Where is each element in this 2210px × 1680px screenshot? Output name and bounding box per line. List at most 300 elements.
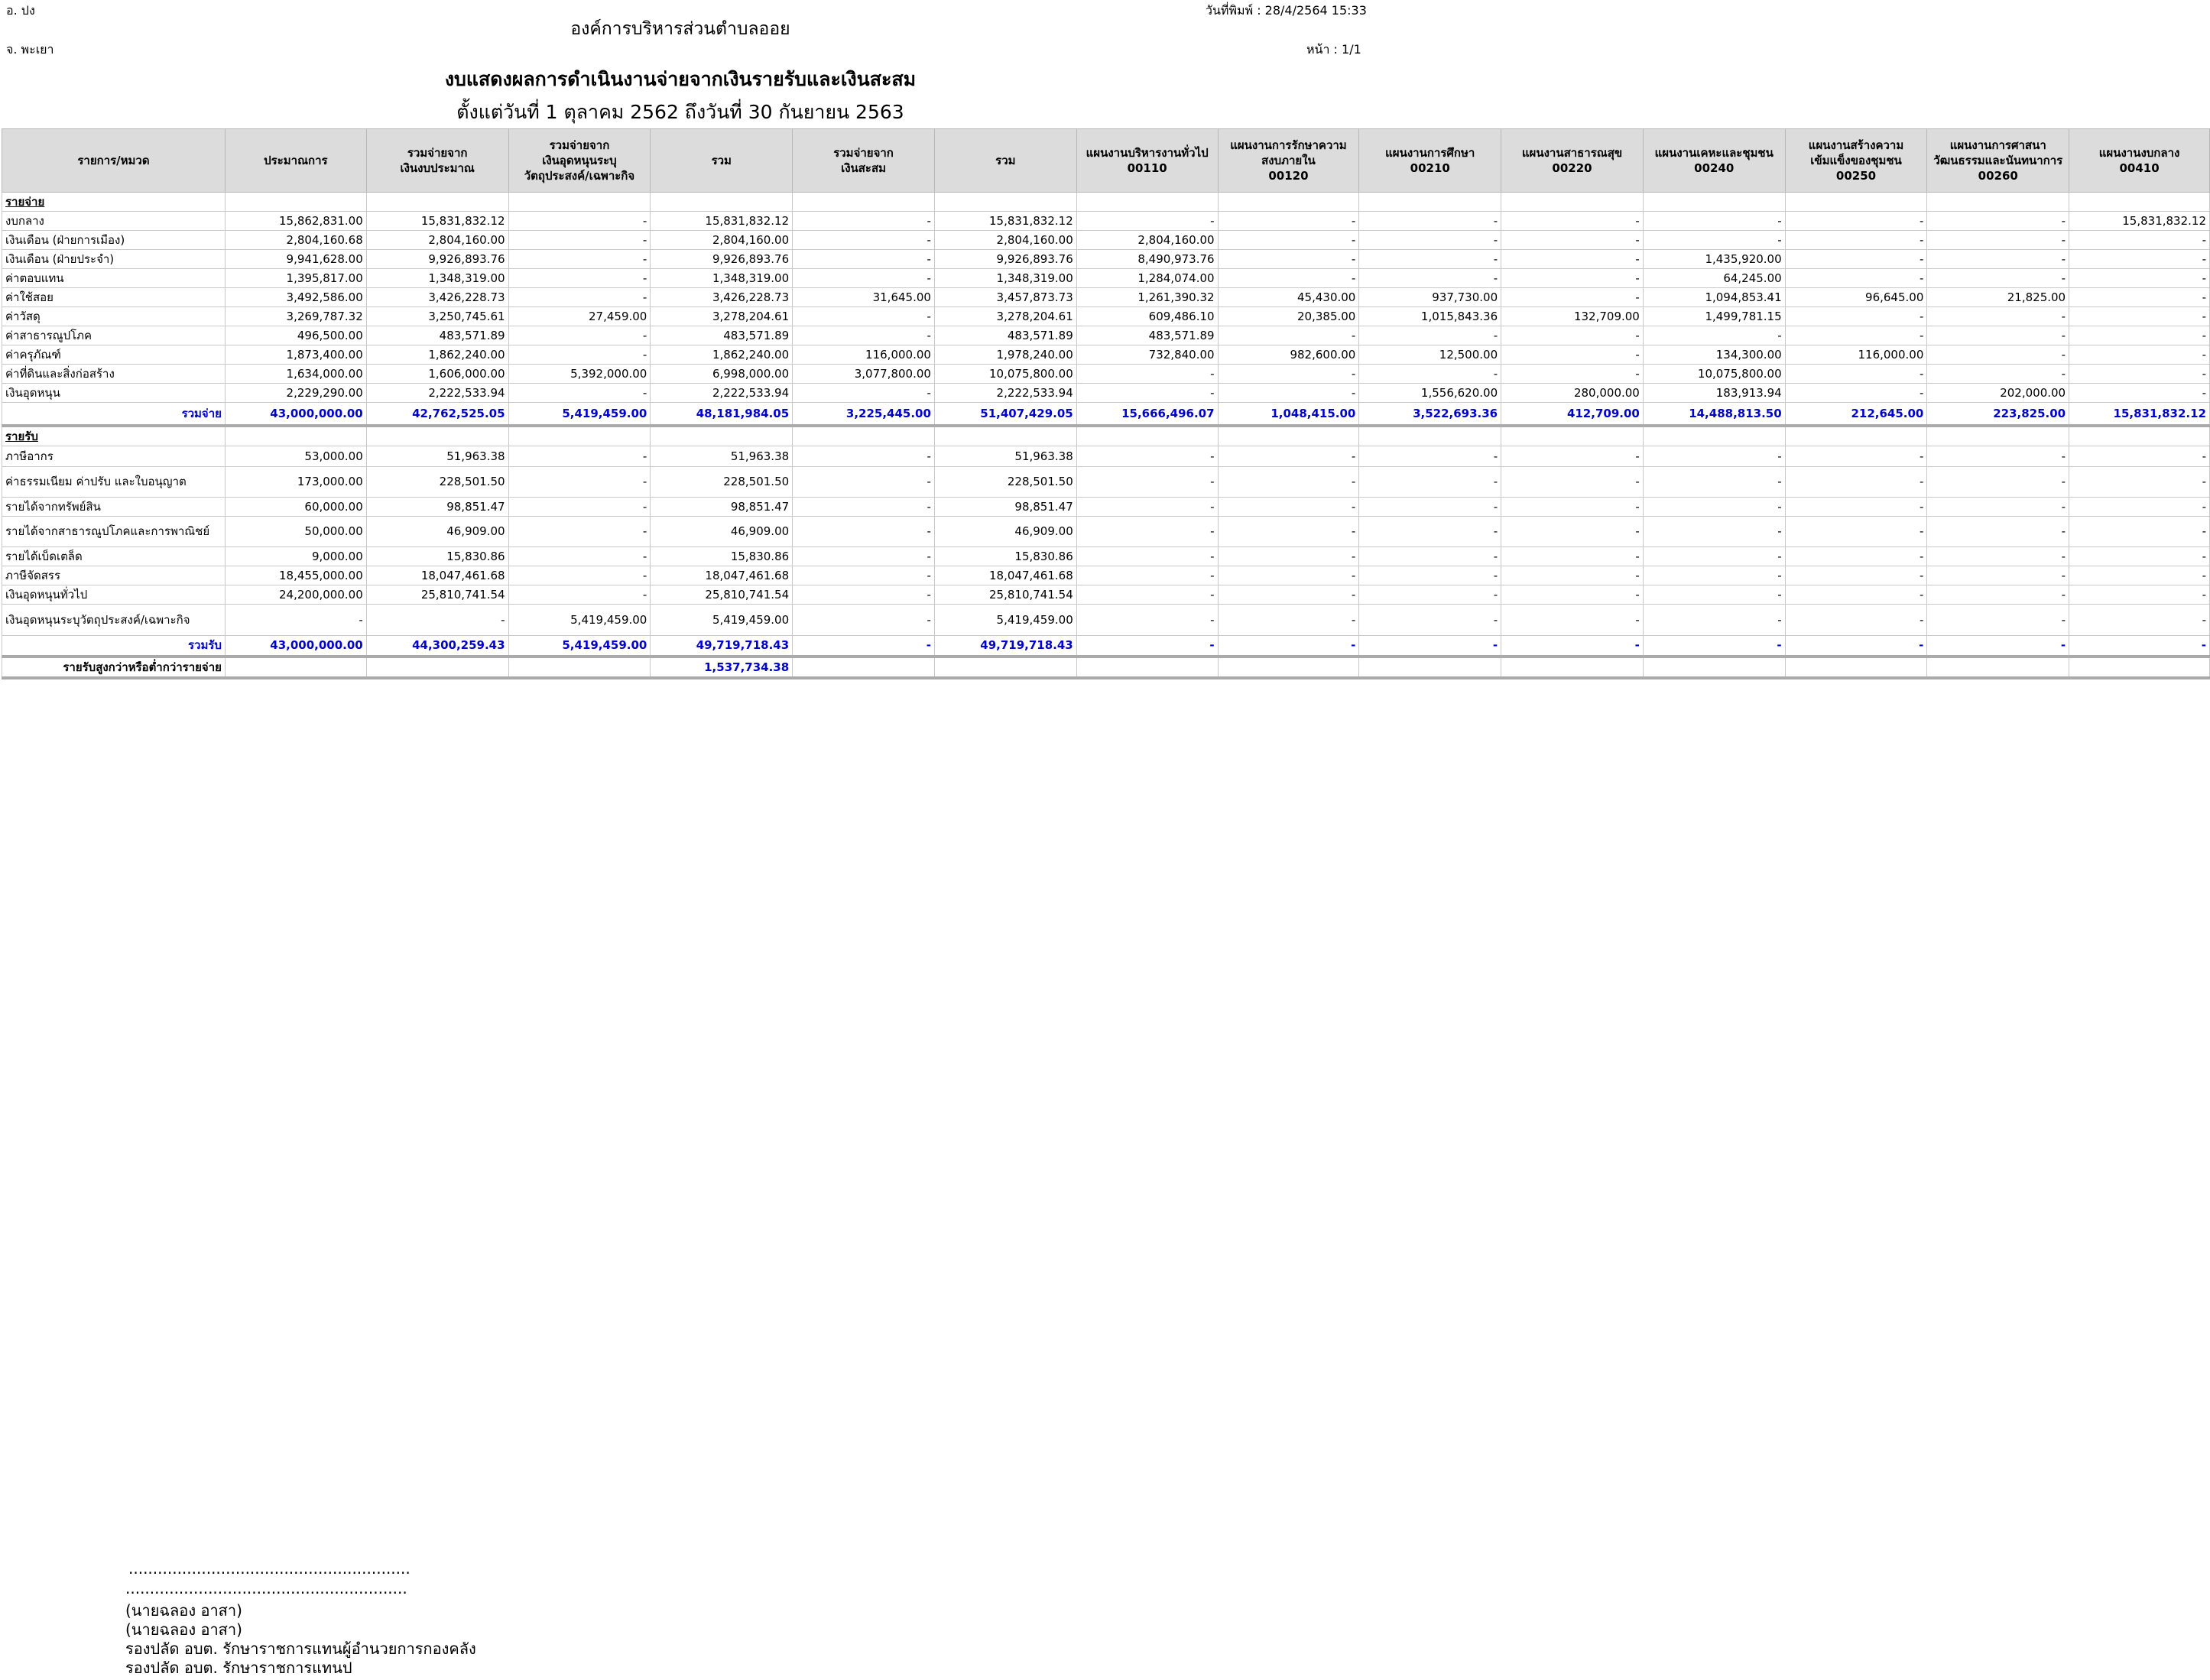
value-cell: - xyxy=(2069,326,2210,345)
empty-cell xyxy=(1785,657,1927,678)
value-cell: 9,000.00 xyxy=(225,546,366,566)
value-cell: - xyxy=(1927,365,2069,384)
value-cell: - xyxy=(508,466,651,497)
empty-cell xyxy=(1076,657,1218,678)
value-cell: - xyxy=(1218,566,1359,585)
column-header: แผนงานงบกลาง 00410 xyxy=(2069,129,2210,193)
value-cell: - xyxy=(793,326,935,345)
row-label: ค่าตอบแทน xyxy=(2,269,226,288)
value-cell: 228,501.50 xyxy=(651,466,793,497)
value-cell: 1,978,240.00 xyxy=(934,345,1076,365)
table-row xyxy=(2,566,2210,585)
value-cell: 1,395,817.00 xyxy=(225,269,366,288)
value-cell: 2,222,533.94 xyxy=(651,384,793,403)
value-cell: - xyxy=(1785,566,1927,585)
value-cell: 31,645.00 xyxy=(793,288,935,307)
value-cell: - xyxy=(793,635,935,657)
value-cell: 24,200,000.00 xyxy=(225,585,366,604)
row-label: เงินอุดหนุน xyxy=(2,384,226,403)
value-cell: 3,250,745.61 xyxy=(366,307,508,326)
value-cell: 3,492,586.00 xyxy=(225,288,366,307)
value-cell: 15,831,832.12 xyxy=(2069,403,2210,426)
value-cell: 15,830.86 xyxy=(651,546,793,566)
empty-cell xyxy=(793,657,935,678)
value-cell: - xyxy=(1218,250,1359,269)
value-cell: - xyxy=(1218,466,1359,497)
value-cell: - xyxy=(1501,546,1644,566)
value-cell: - xyxy=(1927,466,2069,497)
value-cell: - xyxy=(1359,269,1501,288)
column-header: แผนงานบริหารงานทั่วไป 00110 xyxy=(1076,129,1218,193)
empty-cell xyxy=(1643,193,1785,212)
value-cell: - xyxy=(508,546,651,566)
value-cell: 1,048,415.00 xyxy=(1218,403,1359,426)
value-cell: - xyxy=(1785,546,1927,566)
balance-row xyxy=(2,657,2210,678)
table-row xyxy=(2,546,2210,566)
value-cell: 96,645.00 xyxy=(1785,288,1927,307)
value-cell: - xyxy=(2069,635,2210,657)
value-cell: - xyxy=(793,585,935,604)
table-row xyxy=(2,288,2210,307)
value-cell: - xyxy=(1359,566,1501,585)
value-cell: - xyxy=(1927,345,2069,365)
signer-position-1: รองปลัด อบต. รักษาราชการแทนผู้อำนวยการกองคลัง xyxy=(125,1639,476,1658)
empty-cell xyxy=(508,193,651,212)
empty-cell xyxy=(1076,193,1218,212)
value-cell: 3,457,873.73 xyxy=(934,288,1076,307)
value-cell: - xyxy=(1927,566,2069,585)
empty-cell xyxy=(934,426,1076,446)
column-header: รวมจ่ายจาก เงินอุดหนุนระบุ วัตถุประสงค์/เฉพาะกิจ xyxy=(508,129,651,193)
row-label: ค่าที่ดินและสิ่งก่อสร้าง xyxy=(2,365,226,384)
value-cell: - xyxy=(1643,516,1785,546)
value-cell: - xyxy=(1643,231,1785,250)
value-cell: 2,804,160.00 xyxy=(1076,231,1218,250)
value-cell: 98,851.47 xyxy=(366,497,508,516)
value-cell: 15,830.86 xyxy=(934,546,1076,566)
value-cell: - xyxy=(508,269,651,288)
table-row xyxy=(2,326,2210,345)
value-cell: 5,419,459.00 xyxy=(934,604,1076,635)
value-cell: - xyxy=(508,288,651,307)
value-cell: - xyxy=(1359,635,1501,657)
column-header: แผนงานการศาสนา วัฒนธรรมและนันทนาการ 00260 xyxy=(1927,129,2069,193)
value-cell: - xyxy=(1785,269,1927,288)
value-cell: - xyxy=(1501,516,1644,546)
value-cell: 1,261,390.32 xyxy=(1076,288,1218,307)
column-header: แผนงานสร้างความ เข้มแข็งของชุมชน 00250 xyxy=(1785,129,1927,193)
value-cell: - xyxy=(1927,307,2069,326)
table-header-row xyxy=(2,129,2210,193)
report-title: งบแสดงผลการดำเนินงานจ่ายจากเงินรายรับและเงินสะสม xyxy=(444,68,917,90)
value-cell: - xyxy=(2069,307,2210,326)
value-cell: - xyxy=(1927,250,2069,269)
value-cell: - xyxy=(1501,212,1644,231)
value-cell: 15,831,832.12 xyxy=(651,212,793,231)
value-cell: - xyxy=(793,269,935,288)
value-cell: 1,862,240.00 xyxy=(651,345,793,365)
value-cell: 46,909.00 xyxy=(934,516,1076,546)
empty-cell xyxy=(1218,657,1359,678)
value-cell: 202,000.00 xyxy=(1927,384,2069,403)
value-cell: - xyxy=(1359,326,1501,345)
value-cell: - xyxy=(1218,326,1359,345)
value-cell: 27,459.00 xyxy=(508,307,651,326)
value-cell: - xyxy=(793,212,935,231)
value-cell: 25,810,741.54 xyxy=(366,585,508,604)
empty-cell xyxy=(1218,193,1359,212)
value-cell: - xyxy=(225,604,366,635)
value-cell: 15,666,496.07 xyxy=(1076,403,1218,426)
value-cell: 14,488,813.50 xyxy=(1643,403,1785,426)
value-cell: - xyxy=(1785,604,1927,635)
value-cell: - xyxy=(1359,604,1501,635)
value-cell: - xyxy=(1359,446,1501,466)
table-row xyxy=(2,269,2210,288)
value-cell: 3,269,787.32 xyxy=(225,307,366,326)
empty-cell xyxy=(1359,657,1501,678)
section-label: รายรับ xyxy=(2,426,226,446)
value-cell: - xyxy=(1643,566,1785,585)
value-cell: - xyxy=(1359,585,1501,604)
value-cell: - xyxy=(1076,604,1218,635)
value-cell: 483,571.89 xyxy=(651,326,793,345)
value-cell: - xyxy=(1218,231,1359,250)
empty-cell xyxy=(1927,193,2069,212)
value-cell: 15,862,831.00 xyxy=(225,212,366,231)
value-cell: 609,486.10 xyxy=(1076,307,1218,326)
value-cell: - xyxy=(1927,516,2069,546)
value-cell: 5,419,459.00 xyxy=(508,635,651,657)
value-cell: 937,730.00 xyxy=(1359,288,1501,307)
value-cell: - xyxy=(793,546,935,566)
value-cell: - xyxy=(1643,585,1785,604)
value-cell: - xyxy=(1501,566,1644,585)
province-label: จ. พะเยา xyxy=(6,42,54,57)
value-cell: 132,709.00 xyxy=(1501,307,1644,326)
table-row xyxy=(2,604,2210,635)
value-cell: - xyxy=(1501,231,1644,250)
value-cell: - xyxy=(1643,497,1785,516)
empty-cell xyxy=(793,193,935,212)
row-label: รวมจ่าย xyxy=(2,403,226,426)
value-cell: 412,709.00 xyxy=(1501,403,1644,426)
empty-cell xyxy=(225,657,366,678)
signature-line-1: .......................................................... xyxy=(128,1559,411,1578)
empty-cell xyxy=(651,193,793,212)
value-cell: - xyxy=(508,566,651,585)
value-cell: - xyxy=(1927,497,2069,516)
value-cell: - xyxy=(793,307,935,326)
value-cell: - xyxy=(508,212,651,231)
value-cell: 18,047,461.68 xyxy=(651,566,793,585)
empty-cell xyxy=(934,193,1076,212)
value-cell: - xyxy=(1501,635,1644,657)
value-cell: 496,500.00 xyxy=(225,326,366,345)
value-cell: - xyxy=(2069,585,2210,604)
value-cell: 1,348,319.00 xyxy=(934,269,1076,288)
value-cell: - xyxy=(1501,365,1644,384)
value-cell: - xyxy=(1927,585,2069,604)
value-cell: 15,830.86 xyxy=(366,546,508,566)
column-header: แผนงานเคหะและชุมชน 00240 xyxy=(1643,129,1785,193)
value-cell: 8,490,973.76 xyxy=(1076,250,1218,269)
value-cell: 18,047,461.68 xyxy=(934,566,1076,585)
table-row xyxy=(2,516,2210,546)
value-cell: 2,804,160.68 xyxy=(225,231,366,250)
value-cell: 64,245.00 xyxy=(1643,269,1785,288)
value-cell: 3,278,204.61 xyxy=(651,307,793,326)
row-label: เงินอุดหนุนทั่วไป xyxy=(2,585,226,604)
row-label: เงินเดือน (ฝ่ายการเมือง) xyxy=(2,231,226,250)
value-cell: - xyxy=(2069,365,2210,384)
empty-cell xyxy=(1359,426,1501,446)
organization-name: องค์การบริหารส่วนตำบลออย xyxy=(570,19,790,39)
value-cell: 45,430.00 xyxy=(1218,288,1359,307)
row-label: ค่าใช้สอย xyxy=(2,288,226,307)
balance-label: รายรับสูงกว่าหรือต่ำกว่ารายจ่าย xyxy=(2,657,226,678)
value-cell: - xyxy=(1076,365,1218,384)
total-row xyxy=(2,403,2210,426)
value-cell: 18,047,461.68 xyxy=(366,566,508,585)
empty-cell xyxy=(1501,193,1644,212)
value-cell: 5,419,459.00 xyxy=(508,604,651,635)
empty-cell xyxy=(2069,657,2210,678)
value-cell: 98,851.47 xyxy=(651,497,793,516)
empty-cell xyxy=(1076,426,1218,446)
value-cell: - xyxy=(1218,585,1359,604)
value-cell: 2,804,160.00 xyxy=(651,231,793,250)
value-cell: 134,300.00 xyxy=(1643,345,1785,365)
print-date: วันที่พิมพ์ : 28/4/2564 15:33 xyxy=(1206,3,1367,18)
table-row xyxy=(2,212,2210,231)
value-cell: 15,831,832.12 xyxy=(366,212,508,231)
value-cell: 1,348,319.00 xyxy=(366,269,508,288)
value-cell: - xyxy=(2069,604,2210,635)
column-header: รวม xyxy=(934,129,1076,193)
value-cell: - xyxy=(1218,516,1359,546)
value-cell: - xyxy=(793,466,935,497)
value-cell: 49,719,718.43 xyxy=(651,635,793,657)
value-cell: 1,094,853.41 xyxy=(1643,288,1785,307)
value-cell: - xyxy=(508,345,651,365)
value-cell: - xyxy=(1643,546,1785,566)
value-cell: 1,862,240.00 xyxy=(366,345,508,365)
value-cell: - xyxy=(1927,212,2069,231)
value-cell: - xyxy=(1076,516,1218,546)
value-cell: - xyxy=(1501,585,1644,604)
value-cell: 2,222,533.94 xyxy=(934,384,1076,403)
value-cell: - xyxy=(1927,231,2069,250)
value-cell: - xyxy=(793,516,935,546)
value-cell: 46,909.00 xyxy=(651,516,793,546)
value-cell: - xyxy=(1927,635,2069,657)
value-cell: 2,229,290.00 xyxy=(225,384,366,403)
value-cell: 223,825.00 xyxy=(1927,403,2069,426)
empty-cell xyxy=(934,657,1076,678)
value-cell: 43,000,000.00 xyxy=(225,635,366,657)
table-row xyxy=(2,307,2210,326)
value-cell: - xyxy=(1501,269,1644,288)
row-label: ค่าวัสดุ xyxy=(2,307,226,326)
empty-cell xyxy=(366,193,508,212)
value-cell: 43,000,000.00 xyxy=(225,403,366,426)
value-cell: - xyxy=(1218,212,1359,231)
value-cell: 173,000.00 xyxy=(225,466,366,497)
row-label: งบกลาง xyxy=(2,212,226,231)
value-cell: - xyxy=(1785,250,1927,269)
value-cell: - xyxy=(2069,231,2210,250)
district-label: อ. ปง xyxy=(6,3,35,18)
section-row xyxy=(2,193,2210,212)
value-cell: 183,913.94 xyxy=(1643,384,1785,403)
value-cell: - xyxy=(1359,250,1501,269)
signer-position-2: รองปลัด อบต. รักษาราชการแทนป xyxy=(125,1659,352,1677)
value-cell: - xyxy=(1076,384,1218,403)
report-period: ตั้งแต่วันที่ 1 ตุลาคม 2562 ถึงวันที่ 30 กันยายน 2563 xyxy=(456,101,904,123)
value-cell: 1,015,843.36 xyxy=(1359,307,1501,326)
empty-cell xyxy=(1785,193,1927,212)
value-cell: - xyxy=(1359,365,1501,384)
row-label: ค่าสาธารณูปโภค xyxy=(2,326,226,345)
value-cell: 1,435,920.00 xyxy=(1643,250,1785,269)
value-cell: 60,000.00 xyxy=(225,497,366,516)
value-cell: - xyxy=(508,250,651,269)
value-cell: - xyxy=(1076,212,1218,231)
value-cell: 51,963.38 xyxy=(934,446,1076,466)
row-label: ค่าธรรมเนียม ค่าปรับ และใบอนุญาต xyxy=(2,466,226,497)
row-label: รายได้จากสาธารณูปโภคและการพาณิชย์ xyxy=(2,516,226,546)
column-header: แผนงานการศึกษา 00210 xyxy=(1359,129,1501,193)
empty-cell xyxy=(1501,657,1644,678)
column-header: แผนงานสาธารณสุข 00220 xyxy=(1501,129,1644,193)
table-row xyxy=(2,345,2210,365)
value-cell: 9,941,628.00 xyxy=(225,250,366,269)
value-cell: - xyxy=(793,250,935,269)
empty-cell xyxy=(1643,657,1785,678)
value-cell: 1,556,620.00 xyxy=(1359,384,1501,403)
column-header: ประมาณการ xyxy=(225,129,366,193)
value-cell: - xyxy=(2069,497,2210,516)
value-cell: - xyxy=(1643,466,1785,497)
value-cell: - xyxy=(1927,326,2069,345)
value-cell: 3,426,228.73 xyxy=(651,288,793,307)
value-cell: - xyxy=(1643,326,1785,345)
table-row xyxy=(2,446,2210,466)
empty-cell xyxy=(225,426,366,446)
value-cell: 1,873,400.00 xyxy=(225,345,366,365)
table-row xyxy=(2,585,2210,604)
value-cell: - xyxy=(793,231,935,250)
value-cell: 483,571.89 xyxy=(934,326,1076,345)
value-cell: 3,077,800.00 xyxy=(793,365,935,384)
empty-cell xyxy=(1785,426,1927,446)
empty-cell xyxy=(651,426,793,446)
value-cell: 3,278,204.61 xyxy=(934,307,1076,326)
value-cell: - xyxy=(1643,635,1785,657)
value-cell: - xyxy=(1785,446,1927,466)
value-cell: - xyxy=(1501,250,1644,269)
value-cell: - xyxy=(1218,384,1359,403)
value-cell: - xyxy=(793,384,935,403)
value-cell: - xyxy=(1785,384,1927,403)
value-cell: - xyxy=(1218,446,1359,466)
value-cell: - xyxy=(1501,446,1644,466)
value-cell: - xyxy=(793,497,935,516)
value-cell: - xyxy=(508,231,651,250)
value-cell: 1,634,000.00 xyxy=(225,365,366,384)
value-cell: - xyxy=(1785,635,1927,657)
value-cell: 53,000.00 xyxy=(225,446,366,466)
empty-cell xyxy=(1927,426,2069,446)
value-cell: - xyxy=(1218,269,1359,288)
value-cell: - xyxy=(1785,326,1927,345)
value-cell: - xyxy=(1359,546,1501,566)
value-cell: - xyxy=(2069,446,2210,466)
value-cell: - xyxy=(1359,497,1501,516)
empty-cell xyxy=(1643,426,1785,446)
section-row xyxy=(2,426,2210,446)
value-cell: - xyxy=(1076,466,1218,497)
value-cell: 3,225,445.00 xyxy=(793,403,935,426)
empty-cell xyxy=(2069,193,2210,212)
value-cell: 42,762,525.05 xyxy=(366,403,508,426)
value-cell: 1,284,074.00 xyxy=(1076,269,1218,288)
total-row xyxy=(2,635,2210,657)
table-row xyxy=(2,384,2210,403)
value-cell: - xyxy=(1927,546,2069,566)
page-number: หน้า : 1/1 xyxy=(1306,42,1361,57)
value-cell: 15,831,832.12 xyxy=(2069,212,2210,231)
value-cell: - xyxy=(2069,345,2210,365)
value-cell: 483,571.89 xyxy=(366,326,508,345)
value-cell: - xyxy=(1501,345,1644,365)
value-cell: 25,810,741.54 xyxy=(934,585,1076,604)
value-cell: - xyxy=(1785,497,1927,516)
value-cell: - xyxy=(1076,566,1218,585)
value-cell: - xyxy=(1076,446,1218,466)
table-row xyxy=(2,497,2210,516)
table-row xyxy=(2,231,2210,250)
value-cell: - xyxy=(1785,466,1927,497)
value-cell: - xyxy=(1501,288,1644,307)
row-label: ค่าครุภัณฑ์ xyxy=(2,345,226,365)
value-cell: - xyxy=(1218,497,1359,516)
value-cell: - xyxy=(508,384,651,403)
value-cell: 483,571.89 xyxy=(1076,326,1218,345)
value-cell: 3,522,693.36 xyxy=(1359,403,1501,426)
value-cell: 116,000.00 xyxy=(1785,345,1927,365)
column-header: รายการ/หมวด xyxy=(2,129,226,193)
value-cell: - xyxy=(1643,446,1785,466)
value-cell: - xyxy=(508,326,651,345)
empty-cell xyxy=(793,426,935,446)
value-cell: - xyxy=(1501,604,1644,635)
value-cell: 1,606,000.00 xyxy=(366,365,508,384)
value-cell: 5,419,459.00 xyxy=(651,604,793,635)
value-cell: - xyxy=(1359,231,1501,250)
signer-name-1: (นายฉลอง อาสา) xyxy=(125,1601,242,1620)
value-cell: 5,419,459.00 xyxy=(508,403,651,426)
value-cell: 98,851.47 xyxy=(934,497,1076,516)
value-cell: 1,499,781.15 xyxy=(1643,307,1785,326)
value-cell: - xyxy=(1076,635,1218,657)
value-cell: 18,455,000.00 xyxy=(225,566,366,585)
column-header: แผนงานการรักษาความ สงบภายใน 00120 xyxy=(1218,129,1359,193)
empty-cell xyxy=(2069,426,2210,446)
value-cell: - xyxy=(1501,497,1644,516)
